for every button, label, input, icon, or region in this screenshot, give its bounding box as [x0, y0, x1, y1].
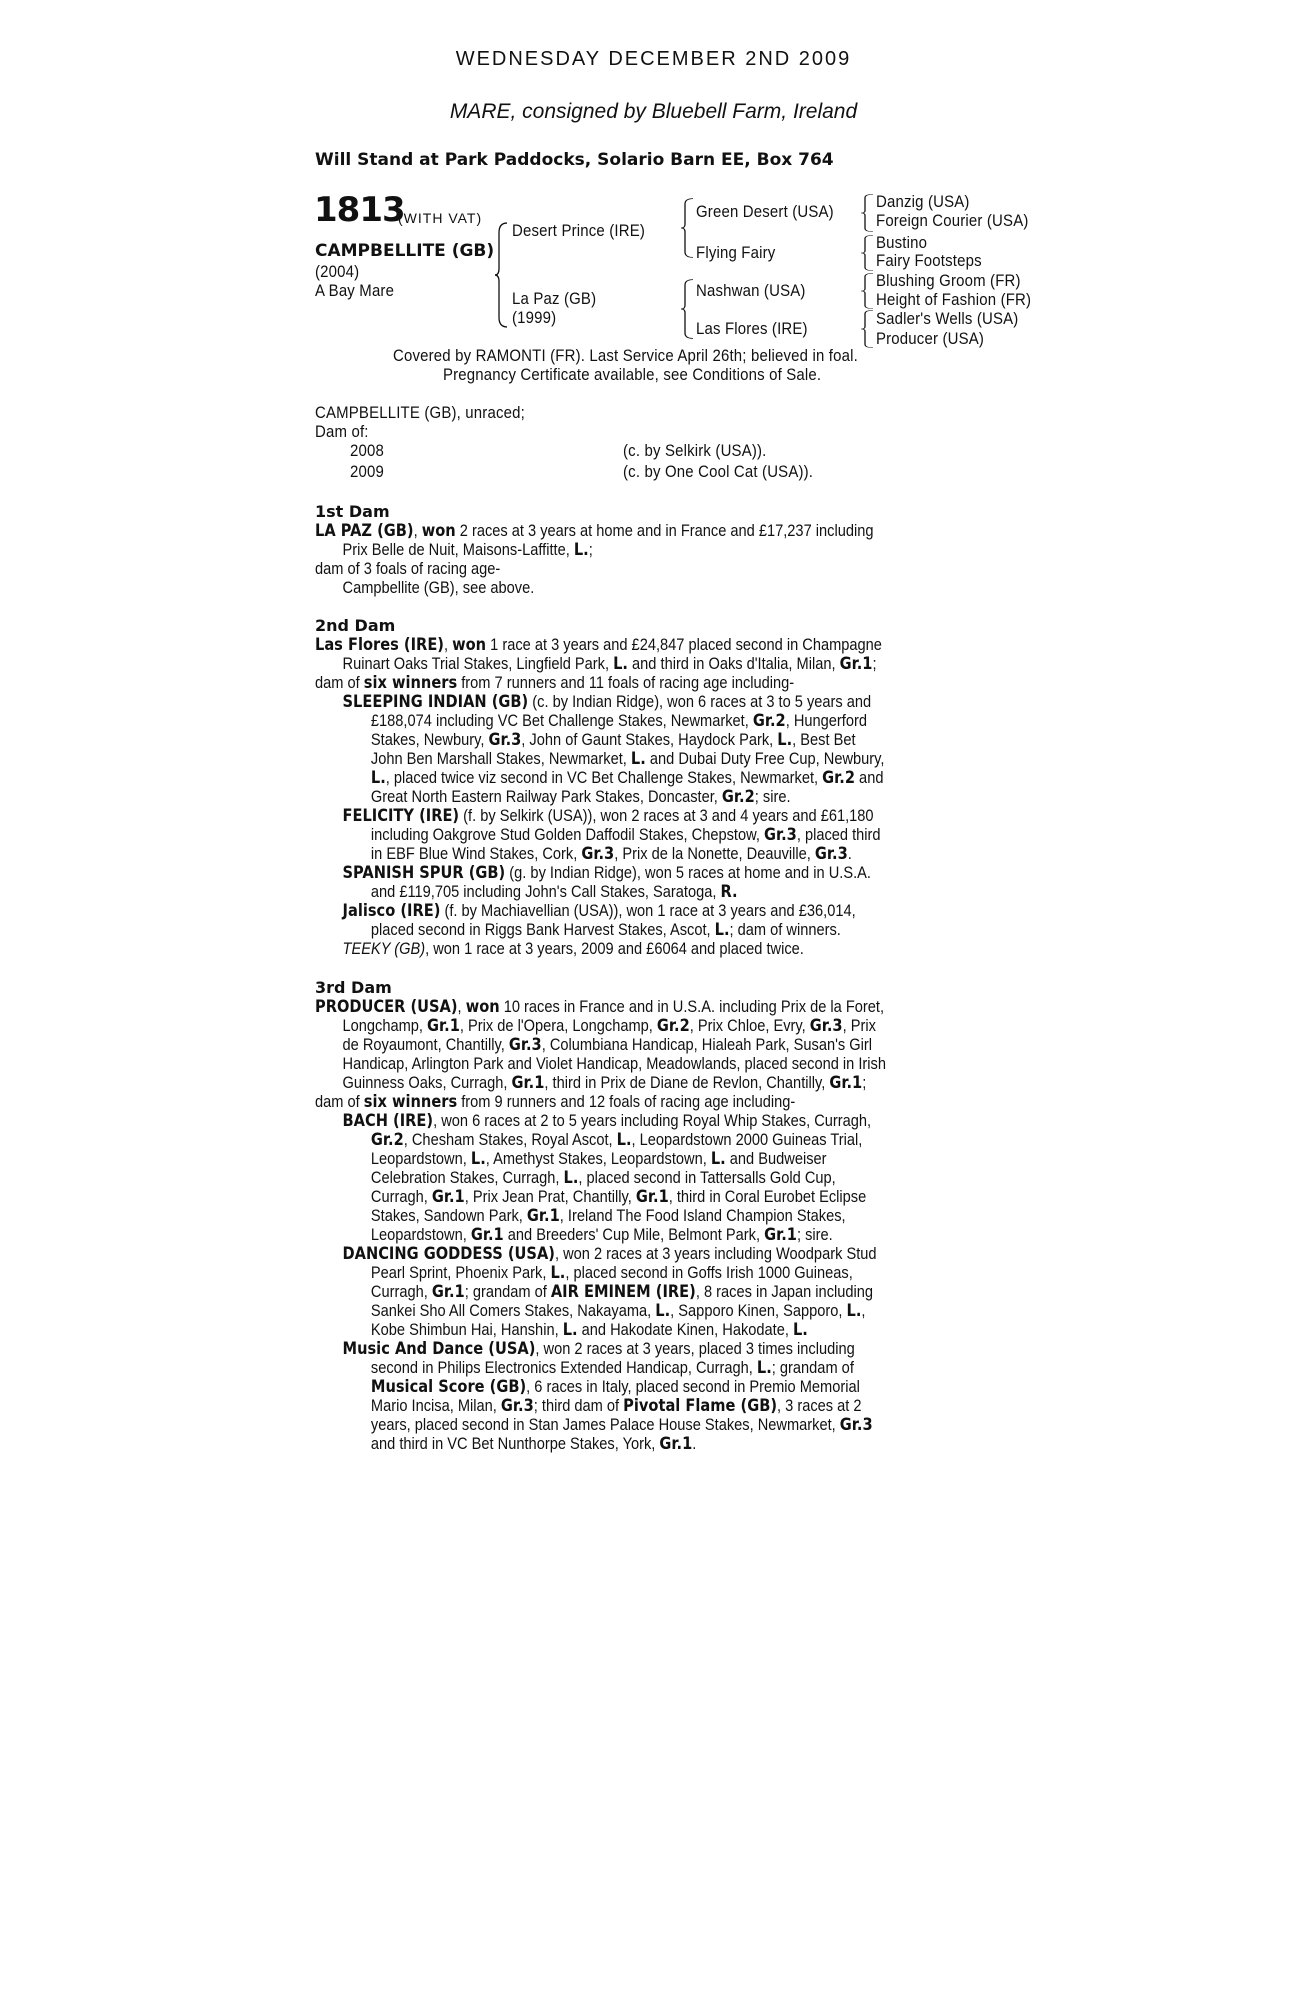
third-dam-text: Gr.3 — [809, 1016, 843, 1036]
third-dam-text: Leopardstown, — [370, 1225, 471, 1244]
first-dam-produce: Campbellite (GB), see above. — [342, 578, 535, 597]
second-dam-line — [315, 939, 900, 958]
second-dam-text: dam of — [315, 673, 364, 692]
pedigree-brace-gg1 — [860, 194, 874, 232]
second-dam-text: Great North Eastern Railway Park Stakes, Doncaster, — [370, 787, 722, 806]
third-dam-text: , Sapporo Kinen, Sapporo, — [670, 1301, 847, 1320]
third-dam-text: Pearl Sprint, Phoenix Park, — [370, 1263, 551, 1282]
third-dam-heading: 3rd Dam — [315, 978, 392, 997]
third-dam-text: Gr.1 — [829, 1073, 863, 1093]
third-dam-text: and Budweiser — [725, 1149, 827, 1168]
second-dam-line — [315, 730, 900, 749]
third-dam-line — [315, 1054, 900, 1073]
third-dam-text: , Prix de l'Opera, Longchamp, — [459, 1016, 657, 1035]
second-dam-text: TEEKY (GB) — [342, 939, 426, 958]
second-dam-text: Gr.2 — [721, 787, 755, 807]
third-dam-text: , Prix Chloe, Evry, — [689, 1016, 810, 1035]
first-dam-race: Prix Belle de Nuit, Maisons-Laffitte, — [342, 540, 574, 559]
third-dam-text: de Royaumont, Chantilly, — [342, 1035, 509, 1054]
second-dam-text: R. — [720, 882, 738, 902]
first-dam-grade: L. — [573, 540, 589, 560]
second-dam-text: ; — [872, 654, 877, 673]
third-dam-text: L. — [710, 1149, 726, 1169]
third-dam-line — [315, 1187, 900, 1206]
third-dam-text: Guinness Oaks, Curragh, — [342, 1073, 512, 1092]
second-dam-line — [315, 844, 900, 863]
pedigree-granddam-1: Flying Fairy — [696, 243, 776, 262]
second-dam-line — [315, 768, 900, 787]
third-dam-text: and Hakodate Kinen, Hakodate, — [577, 1320, 793, 1339]
stand-location: Will Stand at Park Paddocks, Solario Barn EE, Box 764 — [315, 150, 834, 170]
pedigree-gg-4: Fairy Footsteps — [876, 251, 982, 270]
third-dam-text: ; grandam of — [464, 1282, 551, 1301]
third-dam-text: L. — [470, 1149, 486, 1169]
third-dam-text: L. — [655, 1301, 671, 1321]
first-dam-heading: 1st Dam — [315, 502, 390, 521]
second-dam-line — [315, 920, 900, 939]
second-dam-section — [315, 635, 995, 958]
produce-year-2008: 2008 — [350, 441, 384, 460]
third-dam-text: L. — [563, 1168, 579, 1188]
third-dam-line — [315, 1225, 900, 1244]
third-dam-line — [315, 1339, 900, 1358]
second-dam-text: Stakes, Newbury, — [370, 730, 489, 749]
pedigree-granddam-2: Las Flores (IRE) — [696, 319, 808, 338]
third-dam-section — [315, 997, 995, 1453]
third-dam-text: , Amethyst Stakes, Leopardstown, — [485, 1149, 711, 1168]
third-dam-text: L. — [846, 1301, 862, 1321]
second-dam-line — [315, 825, 900, 844]
third-dam-line — [315, 1377, 900, 1396]
second-dam-line — [315, 635, 900, 654]
second-dam-text: Ruinart Oaks Trial Stakes, Lingfield Park, — [342, 654, 614, 673]
third-dam-text: Musical Score (GB) — [370, 1377, 527, 1397]
third-dam-text: Curragh, — [370, 1187, 432, 1206]
pedigree-gg-3: Bustino — [876, 233, 928, 252]
horse-description: A Bay Mare — [315, 281, 395, 300]
third-dam-text: Gr.3 — [500, 1396, 534, 1416]
lot-number: 1813 — [314, 190, 405, 230]
pedigree-brace-gg2 — [860, 235, 874, 271]
third-dam-line — [315, 1130, 900, 1149]
pedigree-dam-year: (1999) — [512, 308, 557, 327]
third-dam-text: Sankei Sho All Comers Stakes, Nakayama, — [370, 1301, 656, 1320]
third-dam-text: ; grandam of — [771, 1358, 854, 1377]
first-dam-section: LA PAZ (GB), won 2 races at 3 years at home and in France and £17,237 including Prix Belle de Nuit, Maisons-Laffitte, L.; dam of 3 foals of racing age- Campbellite (GB), see above. — [315, 521, 995, 597]
second-dam-text: Gr.3 — [488, 730, 522, 750]
pedigree-sire: Desert Prince (IRE) — [512, 221, 646, 240]
third-dam-line — [315, 1301, 900, 1320]
third-dam-text: AIR EMINEM (IRE) — [550, 1282, 696, 1302]
horse-name: CAMPBELLITE (GB) — [315, 241, 495, 261]
pedigree-gg-8: Producer (USA) — [876, 329, 985, 348]
second-dam-text: from 7 runners and 11 foals of racing age including- — [457, 673, 795, 692]
third-dam-text: BACH (IRE) — [342, 1111, 434, 1131]
third-dam-text: and third in VC Bet Nunthorpe Stakes, York, — [370, 1434, 660, 1453]
third-dam-text: Gr.3 — [839, 1415, 873, 1435]
vat-note: (WITH VAT) — [398, 210, 483, 226]
second-dam-line — [315, 749, 900, 768]
second-dam-text: including Oakgrove Stud Golden Daffodil Stakes, Chepstow, — [370, 825, 764, 844]
third-dam-text: L. — [616, 1130, 632, 1150]
third-dam-text: Leopardstown, — [370, 1149, 471, 1168]
second-dam-text: placed second in Riggs Bank Harvest Stakes, Ascot, — [370, 920, 715, 939]
second-dam-line — [315, 654, 900, 673]
third-dam-line — [315, 1111, 900, 1130]
second-dam-line — [315, 882, 900, 901]
third-dam-text: , 3 races at 2 — [777, 1396, 862, 1415]
second-dam-text: L. — [777, 730, 793, 750]
third-dam-text: , 8 races in Japan including — [695, 1282, 874, 1301]
second-dam-text: SPANISH SPUR (GB) — [342, 863, 506, 883]
third-dam-text: , third in Coral Eurobet Eclipse — [668, 1187, 867, 1206]
third-dam-text: Stakes, Sandown Park, — [370, 1206, 527, 1225]
second-dam-text: , John of Gaunt Stakes, Haydock Park, — [521, 730, 778, 749]
third-dam-text: Mario Incisa, Milan, — [370, 1396, 501, 1415]
third-dam-line — [315, 997, 900, 1016]
second-dam-text: ; dam of winners. — [729, 920, 841, 939]
third-dam-text: , Leopardstown 2000 Guineas Trial, — [631, 1130, 863, 1149]
third-dam-line — [315, 1206, 900, 1225]
third-dam-text: L. — [550, 1263, 566, 1283]
first-dam-foals: dam of 3 foals of racing age- — [315, 559, 501, 578]
third-dam-text: , third in Prix de Diane de Revlon, Chantilly, — [544, 1073, 830, 1092]
second-dam-text: six winners — [363, 673, 458, 693]
second-dam-text: Gr.2 — [822, 768, 855, 788]
third-dam-text: ; — [862, 1073, 867, 1092]
third-dam-text: , won 2 races at 3 years including Woodpark Stud — [554, 1244, 877, 1263]
third-dam-line — [315, 1396, 900, 1415]
third-dam-text: Curragh, — [370, 1282, 432, 1301]
pregnancy-note: Pregnancy Certificate available, see Conditions of Sale. — [443, 365, 822, 384]
third-dam-text: Gr.2 — [656, 1016, 690, 1036]
third-dam-text: DANCING GODDESS (USA) — [342, 1244, 555, 1264]
third-dam-line — [315, 1358, 900, 1377]
pedigree-gg-1: Danzig (USA) — [876, 192, 970, 211]
second-dam-text: Gr.3 — [763, 825, 797, 845]
third-dam-text: and Breeders' Cup Mile, Belmont Park, — [503, 1225, 765, 1244]
third-dam-text: ; third dam of — [533, 1396, 624, 1415]
third-dam-text: . — [692, 1434, 697, 1453]
second-dam-text: Gr.3 — [581, 844, 615, 864]
second-dam-text: and — [854, 768, 884, 787]
third-dam-text: Gr.1 — [764, 1225, 797, 1245]
second-dam-text: Gr.2 — [752, 711, 786, 731]
third-dam-text: second in Philips Electronics Extended Handicap, Curragh, — [370, 1358, 757, 1377]
third-dam-line — [315, 1073, 900, 1092]
third-dam-text: Gr.3 — [508, 1035, 542, 1055]
second-dam-text: in EBF Blue Wind Stakes, Cork, — [370, 844, 582, 863]
second-dam-line — [315, 863, 900, 882]
third-dam-text: from 9 runners and 12 foals of racing age including- — [457, 1092, 796, 1111]
second-dam-line — [315, 692, 900, 711]
second-dam-text: (g. by Indian Ridge), won 5 races at home and in U.S.A. — [505, 863, 871, 882]
pedigree-gg-6: Height of Fashion (FR) — [876, 290, 1032, 309]
first-dam-punct: ; — [588, 540, 593, 559]
third-dam-text: ; sire. — [796, 1225, 833, 1244]
third-dam-text: Gr.2 — [370, 1130, 404, 1150]
second-dam-text: L. — [370, 768, 386, 788]
second-dam-text: (f. by Machiavellian (USA)), won 1 race at 3 years and £36,014, — [440, 901, 856, 920]
third-dam-text: Gr.1 — [431, 1187, 465, 1207]
second-dam-text: and Dubai Duty Free Cup, Newbury, — [645, 749, 885, 768]
second-dam-text: Gr.1 — [839, 654, 873, 674]
pedigree-gg-7: Sadler's Wells (USA) — [876, 309, 1019, 328]
second-dam-line — [315, 806, 900, 825]
third-dam-text: , — [861, 1301, 866, 1320]
second-dam-text: Gr.3 — [814, 844, 848, 864]
second-dam-text: and £119,705 including John's Call Stakes, Saratoga, — [370, 882, 721, 901]
pedigree-brace-dam — [680, 279, 694, 339]
third-dam-text: , won 2 races at 3 years, placed 3 times including — [535, 1339, 855, 1358]
third-dam-text: L. — [562, 1320, 578, 1340]
third-dam-text: Gr.1 — [635, 1187, 669, 1207]
second-dam-text: , — [443, 635, 453, 654]
third-dam-line — [315, 1016, 900, 1035]
third-dam-line — [315, 1263, 900, 1282]
second-dam-line — [315, 711, 900, 730]
third-dam-text: L. — [756, 1358, 772, 1378]
second-dam-text: , won 1 race at 3 years, 2009 and £6064 and placed twice. — [425, 939, 804, 958]
third-dam-text: Gr.1 — [526, 1206, 560, 1226]
second-dam-line — [315, 901, 900, 920]
produce-damof: Dam of: — [315, 422, 369, 441]
second-dam-heading: 2nd Dam — [315, 616, 396, 635]
third-dam-text: , Prix — [842, 1016, 876, 1035]
second-dam-text: Jalisco (IRE) — [342, 901, 441, 921]
pedigree-grandsire-2: Nashwan (USA) — [696, 281, 806, 300]
covered-note: Covered by RAMONTI (FR). Last Service April 26th; believed in foal. — [393, 346, 858, 365]
third-dam-text: , won 6 races at 2 to 5 years including Royal Whip Stakes, Curragh, — [433, 1111, 872, 1130]
pedigree-grandsire-1: Green Desert (USA) — [696, 202, 834, 221]
third-dam-text: L. — [792, 1320, 808, 1340]
pedigree-brace-gg3 — [860, 273, 874, 309]
second-dam-text: L. — [613, 654, 628, 674]
second-dam-text: ; sire. — [754, 787, 791, 806]
second-dam-text: , Best Bet — [792, 730, 856, 749]
third-dam-text: , 6 races in Italy, placed second in Premio Memorial — [526, 1377, 860, 1396]
third-dam-text: six winners — [363, 1092, 458, 1112]
produce-detail-2009: (c. by One Cool Cat (USA)). — [623, 462, 814, 481]
third-dam-text: Gr.1 — [511, 1073, 545, 1093]
third-dam-line — [315, 1282, 900, 1301]
third-dam-text: , placed second in Goffs Irish 1000 Guineas, — [565, 1263, 853, 1282]
third-dam-text: Music And Dance (USA) — [342, 1339, 536, 1359]
produce-year-2009: 2009 — [350, 462, 384, 481]
second-dam-text: . — [847, 844, 852, 863]
third-dam-text: Gr.1 — [470, 1225, 504, 1245]
first-dam-record: 2 races at 3 years at home and in France and £17,237 including — [455, 521, 874, 540]
pedigree-brace-main — [494, 222, 508, 328]
third-dam-line — [315, 1434, 900, 1453]
third-dam-text: Celebration Stakes, Curragh, — [370, 1168, 564, 1187]
second-dam-text: £188,074 including VC Bet Challenge Stakes, Newmarket, — [370, 711, 753, 730]
third-dam-text: Kobe Shimbun Hai, Hanshin, — [370, 1320, 563, 1339]
second-dam-text: L. — [630, 749, 646, 769]
second-dam-line — [315, 787, 900, 806]
pedigree-gg-2: Foreign Courier (USA) — [876, 211, 1029, 230]
second-dam-text: and third in Oaks d'Italia, Milan, — [627, 654, 840, 673]
second-dam-text: , Prix de la Nonette, Deauville, — [614, 844, 815, 863]
third-dam-text: PRODUCER (USA) — [315, 997, 458, 1017]
second-dam-text: 1 race at 3 years and £24,847 placed second in Champagne — [486, 635, 882, 654]
third-dam-text: won — [465, 997, 500, 1017]
pedigree-brace-gg4 — [860, 310, 874, 348]
third-dam-text: , Chesham Stakes, Royal Ascot, — [403, 1130, 617, 1149]
third-dam-line — [315, 1320, 900, 1339]
second-dam-text: FELICITY (IRE) — [342, 806, 460, 826]
sale-date: WEDNESDAY DECEMBER 2ND 2009 — [455, 48, 852, 70]
second-dam-text: (c. by Indian Ridge), won 6 races at 3 to 5 years and — [528, 692, 872, 711]
second-dam-text: John Ben Marshall Stakes, Newmarket, — [370, 749, 631, 768]
second-dam-text: Las Flores (IRE) — [315, 635, 444, 655]
pedigree-dam: La Paz (GB) — [512, 289, 597, 308]
first-dam-name: LA PAZ (GB) — [315, 521, 414, 541]
second-dam-text: , Hungerford — [785, 711, 867, 730]
second-dam-text: L. — [714, 920, 730, 940]
second-dam-line — [315, 673, 900, 692]
third-dam-text: , Prix Jean Prat, Chantilly, — [464, 1187, 636, 1206]
third-dam-text: , Columbiana Handicap, Hialeah Park, Susan's Girl — [541, 1035, 872, 1054]
third-dam-line — [315, 1415, 900, 1434]
first-dam-won: won — [421, 521, 456, 541]
pedigree-brace-sire — [680, 198, 694, 258]
third-dam-text: dam of — [315, 1092, 364, 1111]
second-dam-text: won — [452, 635, 487, 655]
pedigree-gg-5: Blushing Groom (FR) — [876, 271, 1021, 290]
third-dam-text: , — [457, 997, 466, 1016]
produce-detail-2008: (c. by Selkirk (USA)). — [623, 441, 767, 460]
third-dam-text: 10 races in France and in U.S.A. including Prix de la Foret, — [499, 997, 885, 1016]
third-dam-line — [315, 1035, 900, 1054]
third-dam-text: Gr.1 — [659, 1434, 693, 1454]
produce-intro: CAMPBELLITE (GB), unraced; — [315, 403, 525, 422]
second-dam-text: SLEEPING INDIAN (GB) — [342, 692, 529, 712]
third-dam-text: , Ireland The Food Island Champion Stakes, — [559, 1206, 846, 1225]
third-dam-text: Handicap, Arlington Park and Violet Handicap, Meadowlands, placed second in Irish — [342, 1054, 886, 1073]
third-dam-line — [315, 1168, 900, 1187]
third-dam-line — [315, 1149, 900, 1168]
consignment-line: MARE, consigned by Bluebell Farm, Ireland — [449, 100, 858, 123]
horse-year: (2004) — [315, 262, 360, 281]
second-dam-text: , placed third — [796, 825, 881, 844]
third-dam-line — [315, 1092, 900, 1111]
third-dam-text: , placed second in Tattersalls Gold Cup, — [578, 1168, 836, 1187]
third-dam-text: Gr.1 — [427, 1016, 460, 1036]
third-dam-text: Gr.1 — [431, 1282, 465, 1302]
third-dam-text: Longchamp, — [342, 1016, 428, 1035]
third-dam-line — [315, 1244, 900, 1263]
second-dam-text: (f. by Selkirk (USA)), won 2 races at 3 and 4 years and £61,180 — [459, 806, 874, 825]
second-dam-text: , placed twice viz second in VC Bet Challenge Stakes, Newmarket, — [385, 768, 823, 787]
third-dam-text: Pivotal Flame (GB) — [623, 1396, 778, 1416]
third-dam-text: years, placed second in Stan James Palace House Stakes, Newmarket, — [370, 1415, 840, 1434]
